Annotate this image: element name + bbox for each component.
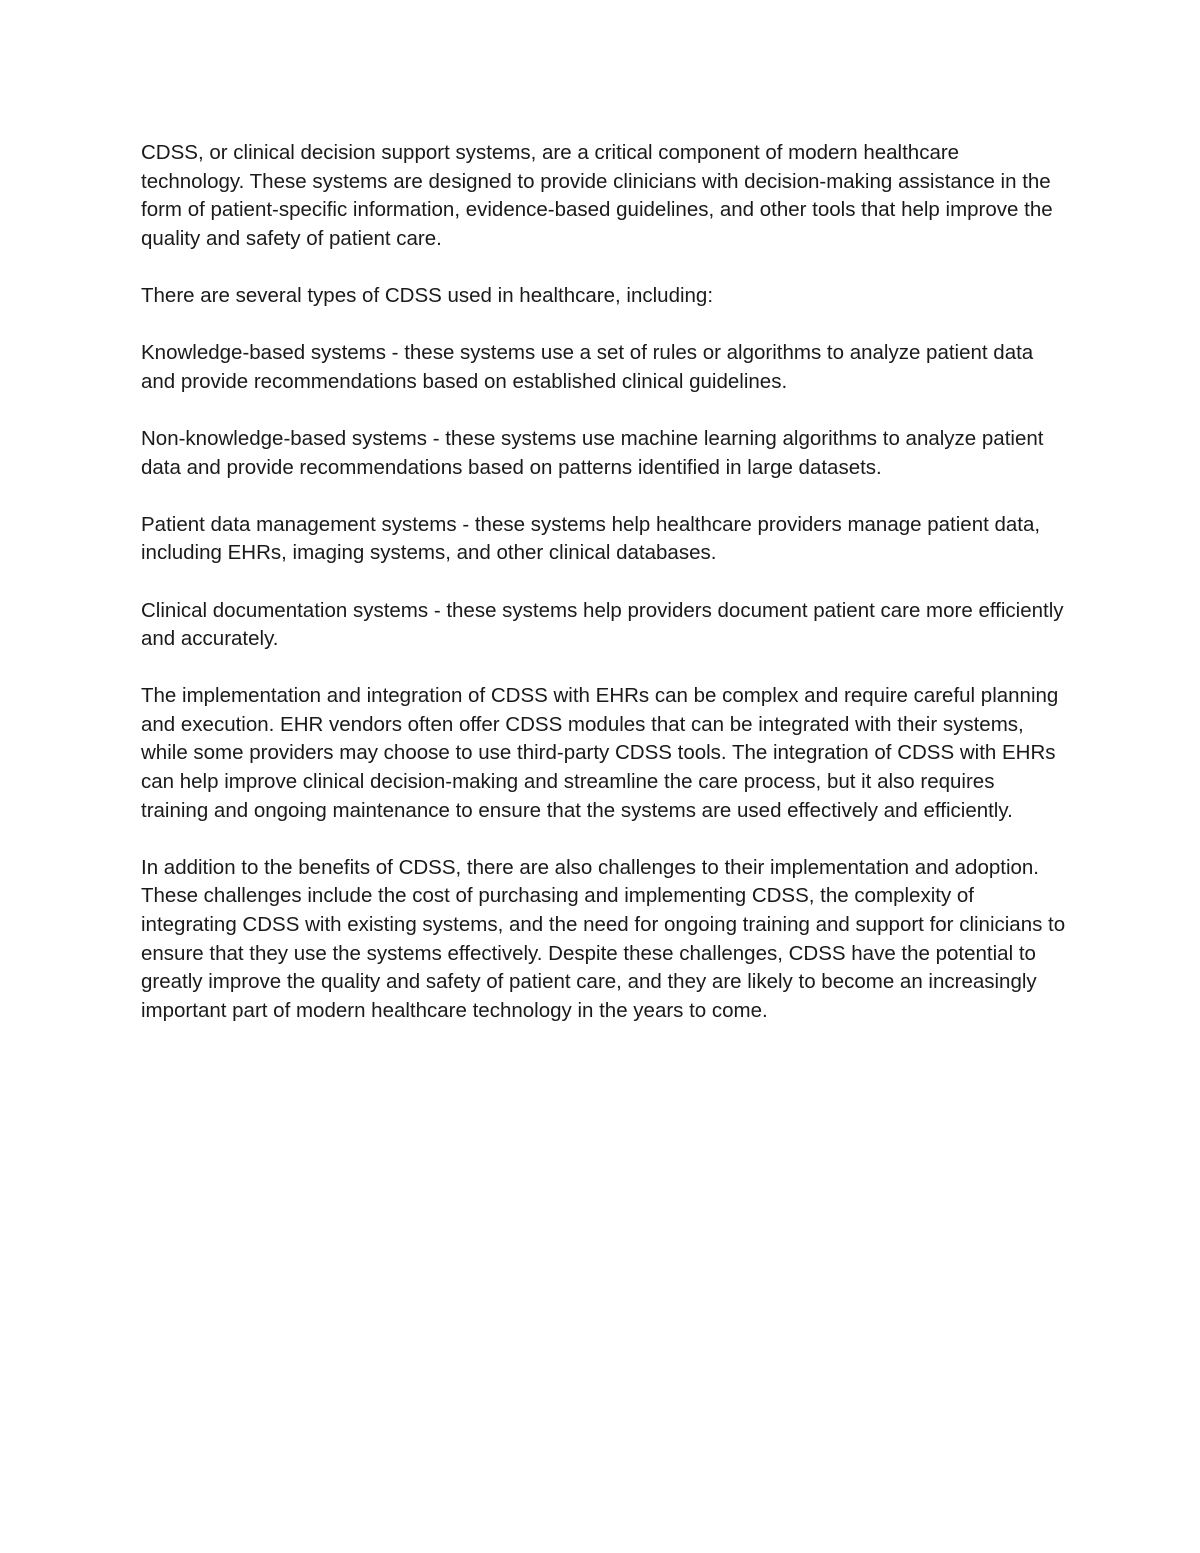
paragraph-clinical-documentation: Clinical documentation systems - these systems help providers document patient care more efficiently and accurately. — [141, 598, 1064, 651]
paragraph-patient-data-management: Patient data management systems - these systems help healthcare providers manage patient data, including EHRs, imaging systems, and other clinical databases. — [141, 512, 1041, 565]
paragraph-challenges: In addition to the benefits of CDSS, there are also challenges to their implementation and adoption. These challenges include the cost of purchasing and implementing CDSS, the complexity of integrating CDSS with existing systems, and the need for ongoing training and support for clinicians to ensure that they use the systems effectively. Despite these challenges, CDSS have the potential to greatly improve the quality and safety of patient care, and they are likely to become an increasingly important part of modern healthcare technology in the years to come. — [141, 855, 1066, 1022]
paragraph-non-knowledge-based: Non-knowledge-based systems - these systems use machine learning algorithms to analyze patient data and provide recommendations based on patterns identified in large datasets. — [141, 426, 1044, 479]
paragraph-types-intro: There are several types of CDSS used in healthcare, including: — [141, 283, 714, 307]
document-body — [141, 139, 1066, 1054]
paragraph-implementation: The implementation and integration of CDSS with EHRs can be complex and require careful planning and execution. EHR vendors often offer CDSS modules that can be integrated with their systems, while some providers may choose to use third-party CDSS tools. The integration of CDSS with EHRs can help improve clinical decision-making and streamline the care process, but it also requires training and ongoing maintenance to ensure that the systems are used effectively and efficiently. — [141, 684, 1059, 822]
paragraph-knowledge-based: Knowledge-based systems - these systems use a set of rules or algorithms to analyze patient data and provide recommendations based on established clinical guidelines. — [141, 341, 1034, 393]
paragraph-intro: CDSS, or clinical decision support systems, are a critical component of modern healthcare technology. These systems are designed to provide clinicians with decision-making assistance in the form of patient-specific information, evidence-based guidelines, and other tools that help improve the quality and safety of patient care. — [141, 141, 1053, 250]
